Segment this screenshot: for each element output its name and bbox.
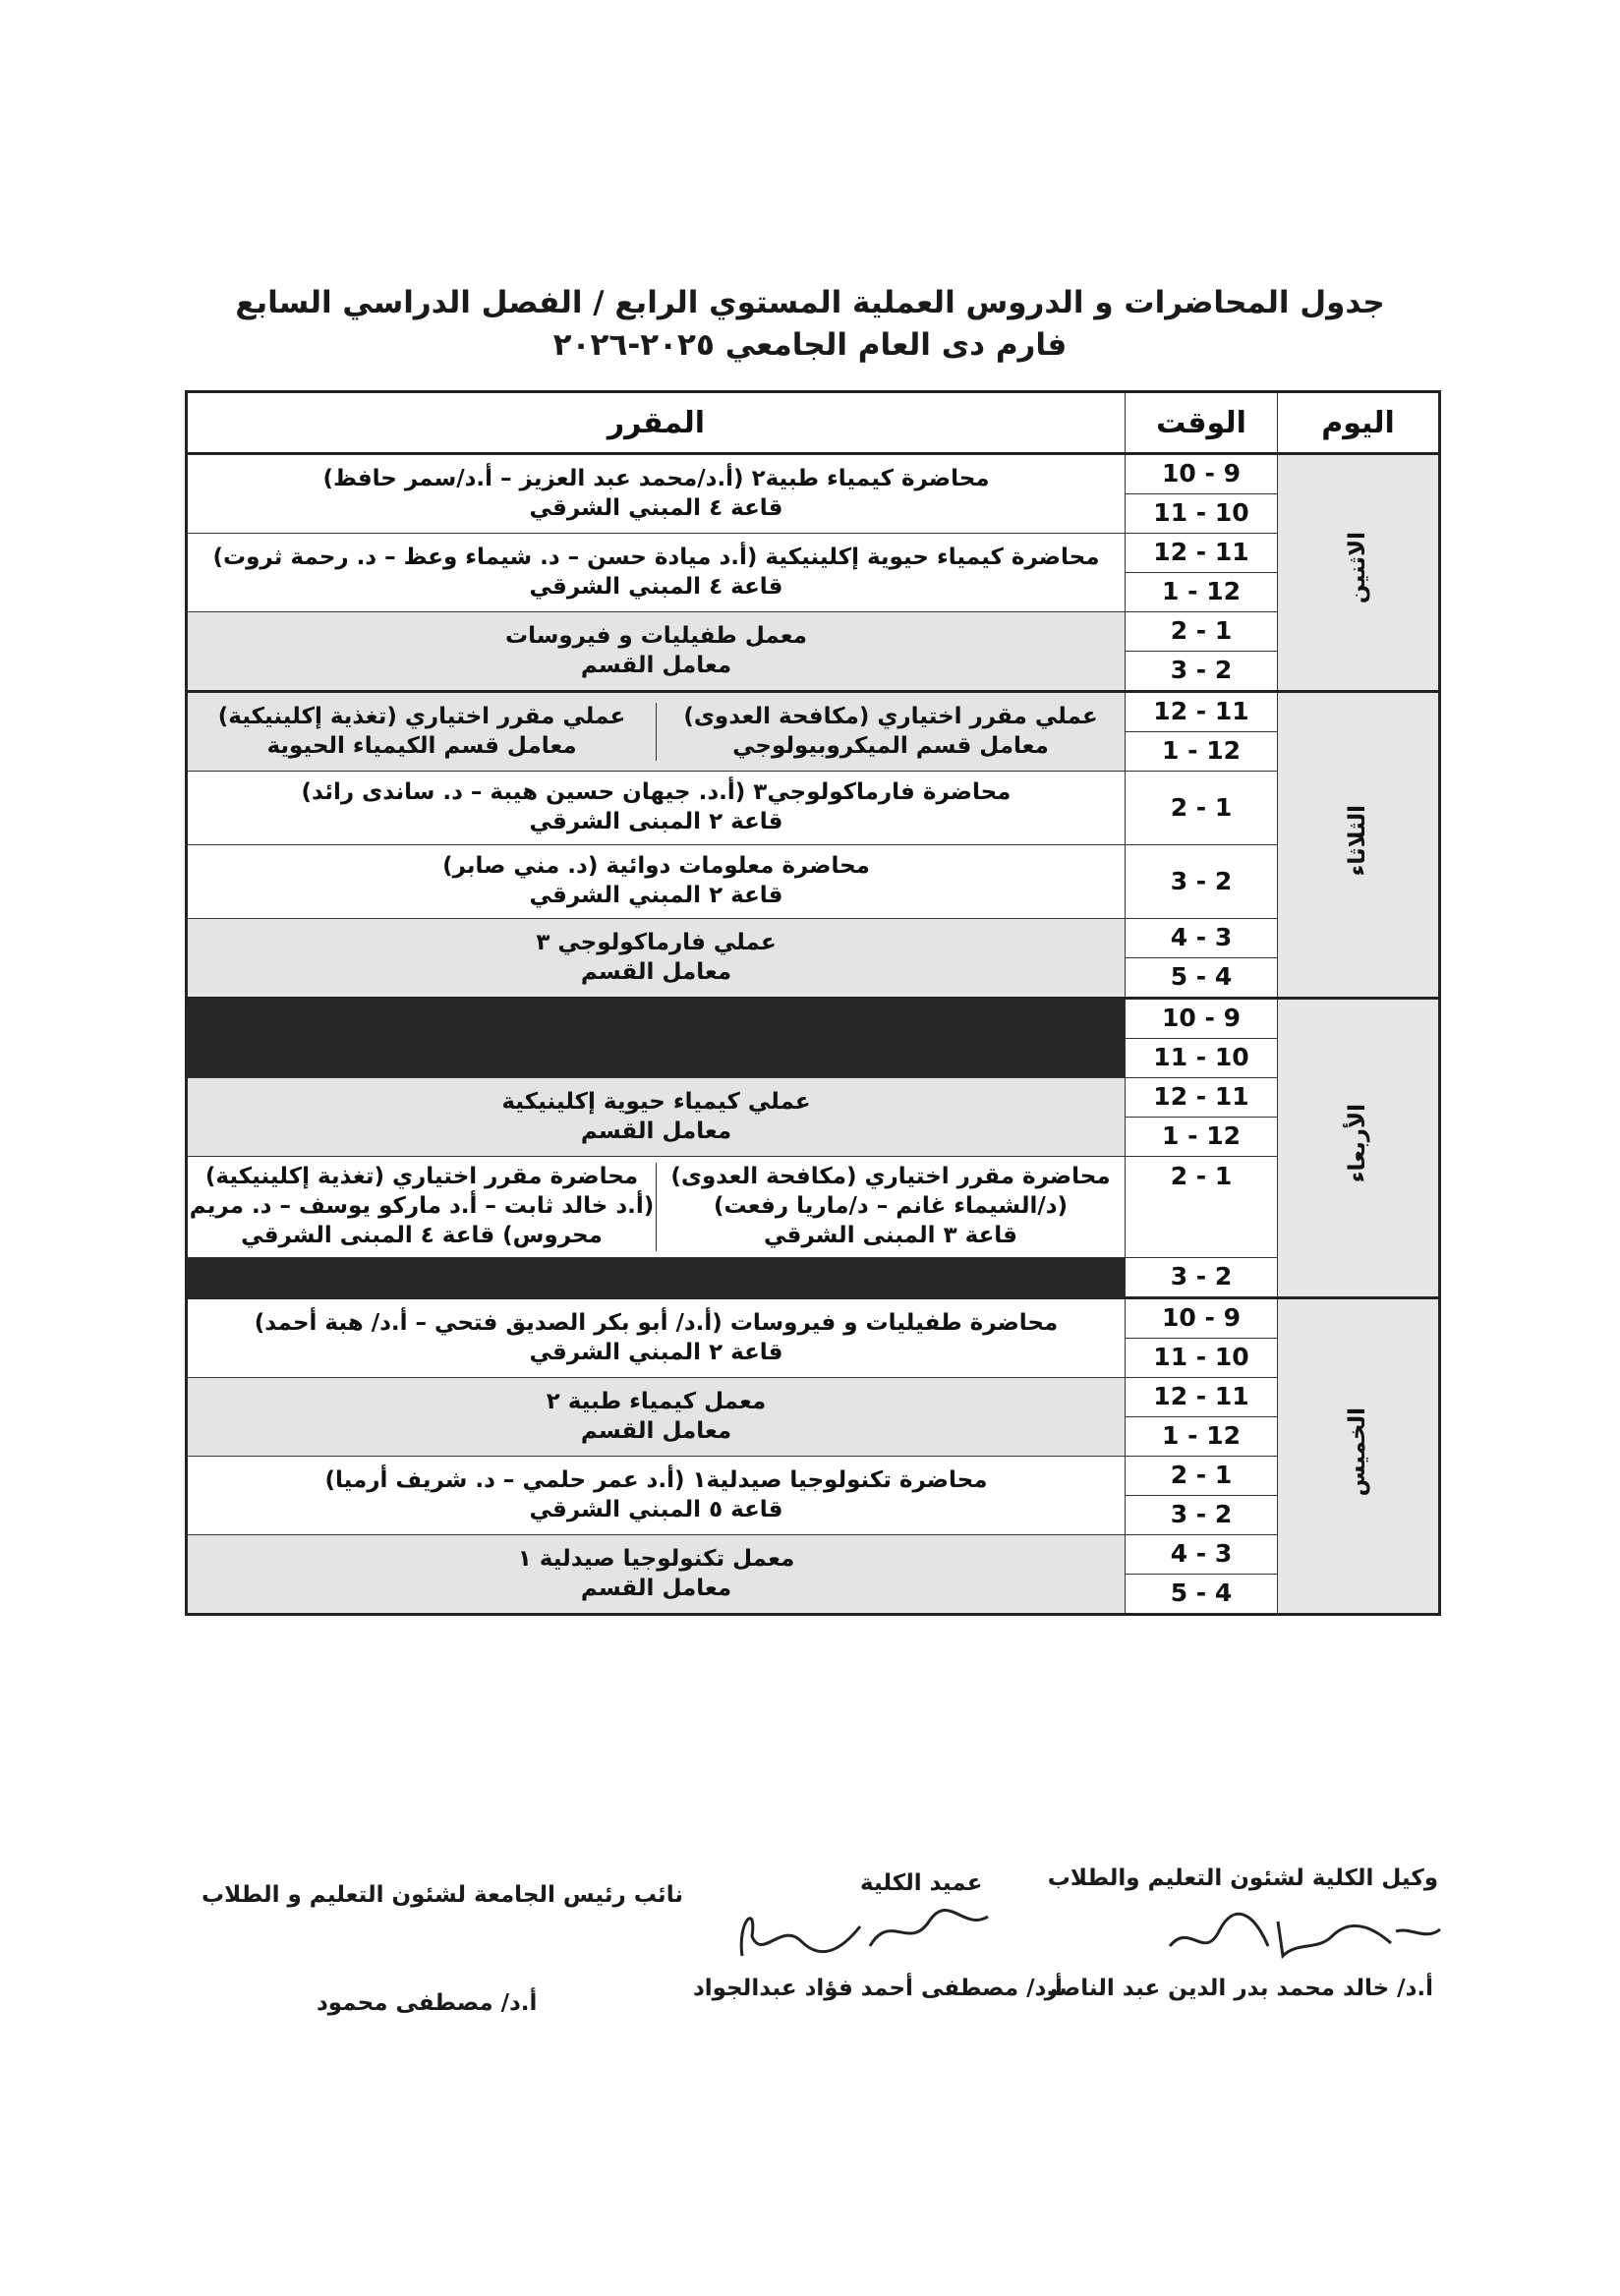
table-row bbox=[187, 1157, 1440, 1258]
table-row bbox=[187, 999, 1440, 1039]
dean-title: عميد الكلية bbox=[860, 1870, 983, 1896]
vp-name: أ.د/ مصطفى محمود bbox=[317, 1990, 538, 2016]
time-slot: 11 - 12 bbox=[1126, 1078, 1278, 1118]
course-cell: محاضرة طفيليات و فيروسات (أ.د/ أبو بكر الصديق فتحي – أ.د/ هبة أحمد) قاعة ٢ المبني الشرقي bbox=[187, 1298, 1126, 1378]
day-wednesday: الأربعاء bbox=[1278, 999, 1440, 1298]
time-slot: 4 - 5 bbox=[1126, 958, 1278, 999]
time-slot: 2 - 3 bbox=[1126, 1258, 1278, 1298]
course-cell: محاضرة معلومات دوائية (د. مني صابر) قاعة ٢ المبني الشرقي bbox=[187, 845, 1126, 919]
course-cell-split bbox=[187, 1157, 1126, 1258]
vice-dean-name: أ.د/ خالد محمد بدر الدين عبد الناصر bbox=[1044, 1976, 1433, 2001]
table-row bbox=[187, 1298, 1440, 1339]
table-row bbox=[187, 454, 1440, 494]
time-slot: 11 - 12 bbox=[1126, 1378, 1278, 1417]
time-slot: 3 - 4 bbox=[1126, 919, 1278, 958]
time-slot: 9 - 10 bbox=[1126, 454, 1278, 494]
time-slot: 9 - 10 bbox=[1126, 1298, 1278, 1339]
course-half: عملي مقرر اختياري (تغذية إكلينيكية) معامل قسم الكيمياء الحيوية bbox=[188, 703, 657, 762]
day-monday: الاثنين bbox=[1278, 454, 1440, 692]
time-slot: 12 - 1 bbox=[1126, 573, 1278, 612]
time-slot: 12 - 1 bbox=[1126, 1417, 1278, 1457]
course-cell: عملي فارماكولوجي ٣ معامل القسم bbox=[187, 919, 1126, 999]
table-row bbox=[187, 772, 1440, 845]
table-row bbox=[187, 1457, 1440, 1496]
time-slot: 2 - 3 bbox=[1126, 652, 1278, 692]
dean-signature bbox=[723, 1892, 998, 1966]
course-cell: معمل تكنولوجيا صيدلية ١ معامل القسم bbox=[187, 1535, 1126, 1615]
header-time: الوقت bbox=[1126, 392, 1278, 454]
schedule-table bbox=[185, 390, 1441, 1616]
time-slot: 1 - 2 bbox=[1126, 1157, 1278, 1258]
header-row bbox=[187, 392, 1440, 454]
time-slot: 2 - 3 bbox=[1126, 1496, 1278, 1535]
table-row bbox=[187, 1258, 1440, 1298]
course-cell: محاضرة تكنولوجيا صيدلية١ (أ.د عمر حلمي – د. شريف أرميا) قاعة ٥ المبني الشرقي bbox=[187, 1457, 1126, 1535]
table-row bbox=[187, 692, 1440, 732]
day-tuesday: الثلاثاء bbox=[1278, 692, 1440, 999]
course-cell: معمل كيمياء طبية ٢ معامل القسم bbox=[187, 1378, 1126, 1457]
table-row bbox=[187, 534, 1440, 573]
course-cell: محاضرة كيمياء طبية٢ (أ.د/محمد عبد العزيز – أ.د/سمر حافظ) قاعة ٤ المبني الشرقي bbox=[187, 454, 1126, 534]
table-row bbox=[187, 1378, 1440, 1417]
course-half: محاضرة مقرر اختياري (تغذية إكلينيكية) (أ.د خالد ثابت – أ.د ماركو يوسف – د. مريم محروس) قاعة ٤ المبنى الشرقي bbox=[188, 1163, 657, 1251]
header-day: اليوم bbox=[1278, 392, 1440, 454]
course-cell: عملي كيمياء حيوية إكلينيكية معامل القسم bbox=[187, 1078, 1126, 1157]
academic-year-subtitle: فارم دى العام الجامعي ٢٠٢٥-٢٠٢٦ bbox=[552, 327, 1068, 363]
course-cell: محاضرة كيمياء حيوية إكلينيكية (أ.د ميادة حسن – د. شيماء وعظ – د. رحمة ثروت) قاعة ٤ المبني الشرقي bbox=[187, 534, 1126, 612]
table-row bbox=[187, 845, 1440, 919]
time-slot: 11 - 12 bbox=[1126, 692, 1278, 732]
time-slot: 2 - 3 bbox=[1126, 845, 1278, 919]
empty-slot-shaded bbox=[187, 999, 1126, 1078]
vice-dean-title: وكيل الكلية لشئون التعليم والطلاب bbox=[1047, 1866, 1438, 1891]
time-slot: 3 - 4 bbox=[1126, 1535, 1278, 1575]
course-half: عملي مقرر اختياري (مكافحة العدوى) معامل قسم الميكروبيولوجي bbox=[683, 703, 1098, 759]
schedule-title: جدول المحاضرات و الدروس العملية المستوي الرابع / الفصل الدراسي السابع bbox=[235, 285, 1385, 320]
dean-name: أ.د/ مصطفى أحمد فؤاد عبدالجواد bbox=[693, 1976, 1063, 2001]
time-slot: 10 - 11 bbox=[1126, 1039, 1278, 1078]
course-cell: محاضرة فارماكولوجي٣ (أ.د. جيهان حسين هيبة – د. ساندى رائد) قاعة ٢ المبنى الشرقي bbox=[187, 772, 1126, 845]
time-slot: 4 - 5 bbox=[1126, 1575, 1278, 1615]
table-row bbox=[187, 1535, 1440, 1575]
time-slot: 12 - 1 bbox=[1126, 1118, 1278, 1157]
course-cell-split bbox=[187, 692, 1126, 772]
time-slot: 12 - 1 bbox=[1126, 732, 1278, 772]
table-row bbox=[187, 919, 1440, 958]
time-slot: 1 - 2 bbox=[1126, 612, 1278, 652]
time-slot: 11 - 12 bbox=[1126, 534, 1278, 573]
time-slot: 1 - 2 bbox=[1126, 1457, 1278, 1496]
empty-slot-shaded bbox=[187, 1258, 1126, 1298]
table-row bbox=[187, 612, 1440, 652]
time-slot: 10 - 11 bbox=[1126, 494, 1278, 534]
course-half: محاضرة مقرر اختياري (مكافحة العدوى) (د/الشيماء غانم – د/ماريا رفعت) قاعة ٣ المبنى الشرقي bbox=[670, 1164, 1111, 1248]
vice-dean-signature bbox=[1160, 1902, 1445, 1971]
header-course: المقرر bbox=[187, 392, 1126, 454]
time-slot: 10 - 11 bbox=[1126, 1339, 1278, 1378]
table-row bbox=[187, 1078, 1440, 1118]
course-cell: معمل طفيليات و فيروسات معامل القسم bbox=[187, 612, 1126, 692]
day-thursday: الخميس bbox=[1278, 1298, 1440, 1615]
time-slot: 9 - 10 bbox=[1126, 999, 1278, 1039]
time-slot: 1 - 2 bbox=[1126, 772, 1278, 845]
vp-title: نائب رئيس الجامعة لشئون التعليم و الطلاب bbox=[202, 1882, 683, 1908]
